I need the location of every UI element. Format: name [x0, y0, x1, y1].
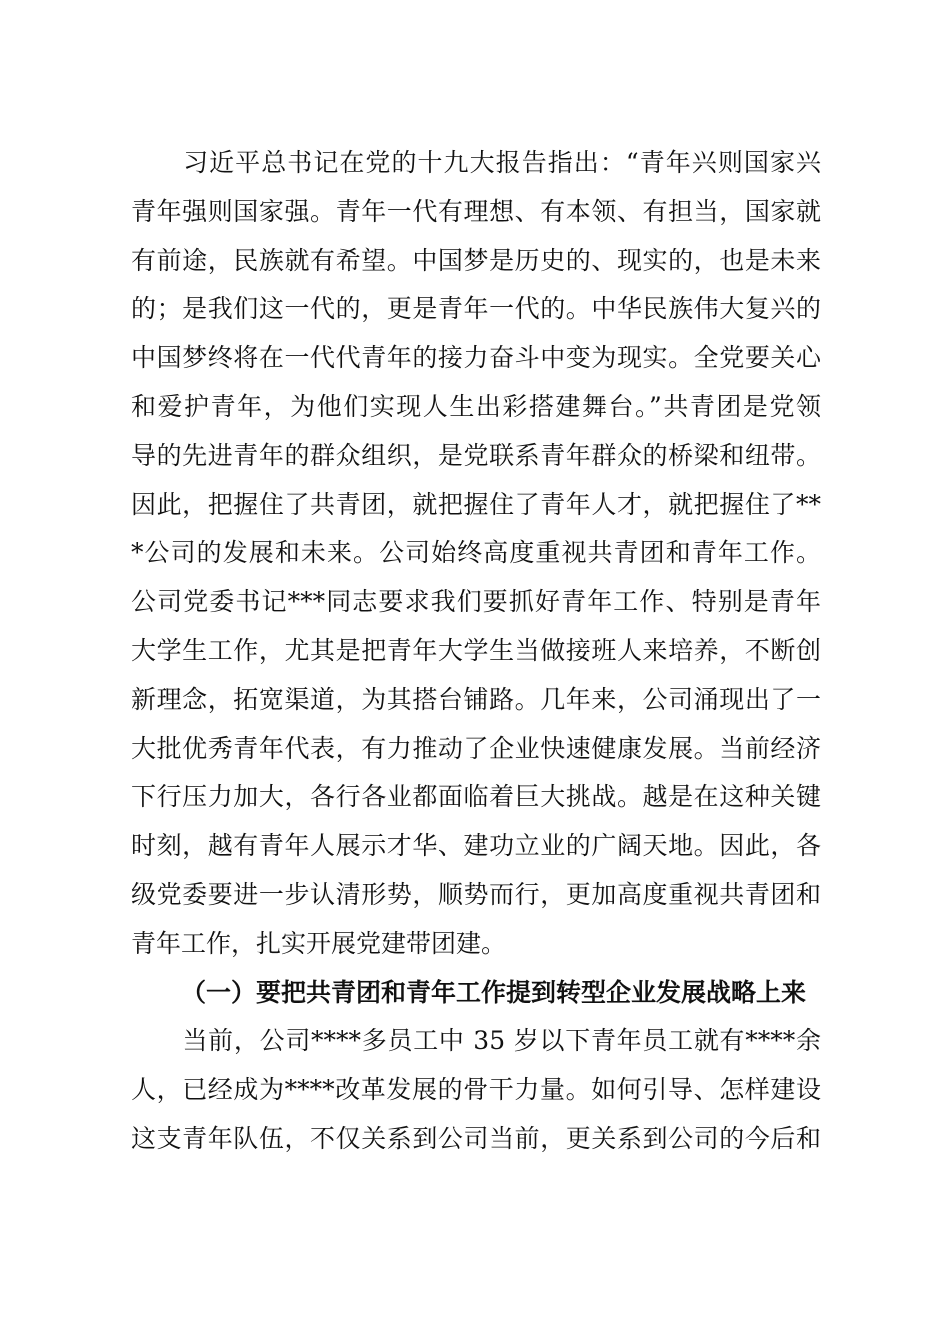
paragraph-line: 时刻，越有青年人展示才华、建功立业的广阔天地。因此，各	[131, 831, 821, 861]
paragraph-line: 的；是我们这一代的，更是青年一代的。中华民族伟大复兴的	[131, 294, 821, 324]
paragraph-line: *公司的发展和未来。公司始终高度重视共青团和青年工作。	[131, 538, 821, 568]
document-body	[131, 139, 821, 1164]
paragraph-line: 因此，把握住了共青团，就把握住了青年人才，就把握住了**	[131, 489, 821, 519]
paragraph-line: 和爱护青年，为他们实现人生出彩搭建舞台。”共青团是党领	[131, 391, 821, 421]
paragraph-line: 这支青年队伍，不仅关系到公司当前，更关系到公司的今后和	[131, 1123, 821, 1153]
paragraph-line: 当前，公司****多员工中 35 岁以下青年员工就有****余	[131, 1026, 821, 1056]
paragraph-line: 导的先进青年的群众组织，是党联系青年群众的桥梁和纽带。	[131, 440, 821, 470]
paragraph-line: 下行压力加大，各行各业都面临着巨大挑战。越是在这种关键	[131, 782, 821, 812]
paragraph-line: 大批优秀青年代表，有力推动了企业快速健康发展。当前经济	[131, 733, 821, 763]
paragraph-line: 人，已经成为****改革发展的骨干力量。如何引导、怎样建设	[131, 1075, 821, 1105]
paragraph-line: 级党委要进一步认清形势，顺势而行，更加高度重视共青团和	[131, 879, 821, 909]
paragraph-line: 新理念，拓宽渠道，为其搭台铺路。几年来，公司涌现出了一	[131, 684, 821, 714]
paragraph-line: 习近平总书记在党的十九大报告指出：“青年兴则国家兴	[131, 148, 821, 177]
paragraph-line: 青年强则国家强。青年一代有理想、有本领、有担当，国家就	[131, 196, 821, 226]
paragraph-line: 青年工作，扎实开展党建带团建。	[131, 928, 507, 958]
paragraph-line: 大学生工作，尤其是把青年大学生当做接班人来培养，不断创	[131, 635, 821, 665]
paragraph-line: 中国梦终将在一代代青年的接力奋斗中变为现实。全党要关心	[131, 343, 821, 373]
paragraph-line: 公司党委书记***同志要求我们要抓好青年工作、特别是青年	[131, 587, 821, 617]
paragraph-line: 有前途，民族就有希望。中国梦是历史的、现实的，也是未来	[131, 245, 821, 275]
section-heading: （一）要把共青团和青年工作提到转型企业发展战略上来	[181, 977, 807, 1007]
